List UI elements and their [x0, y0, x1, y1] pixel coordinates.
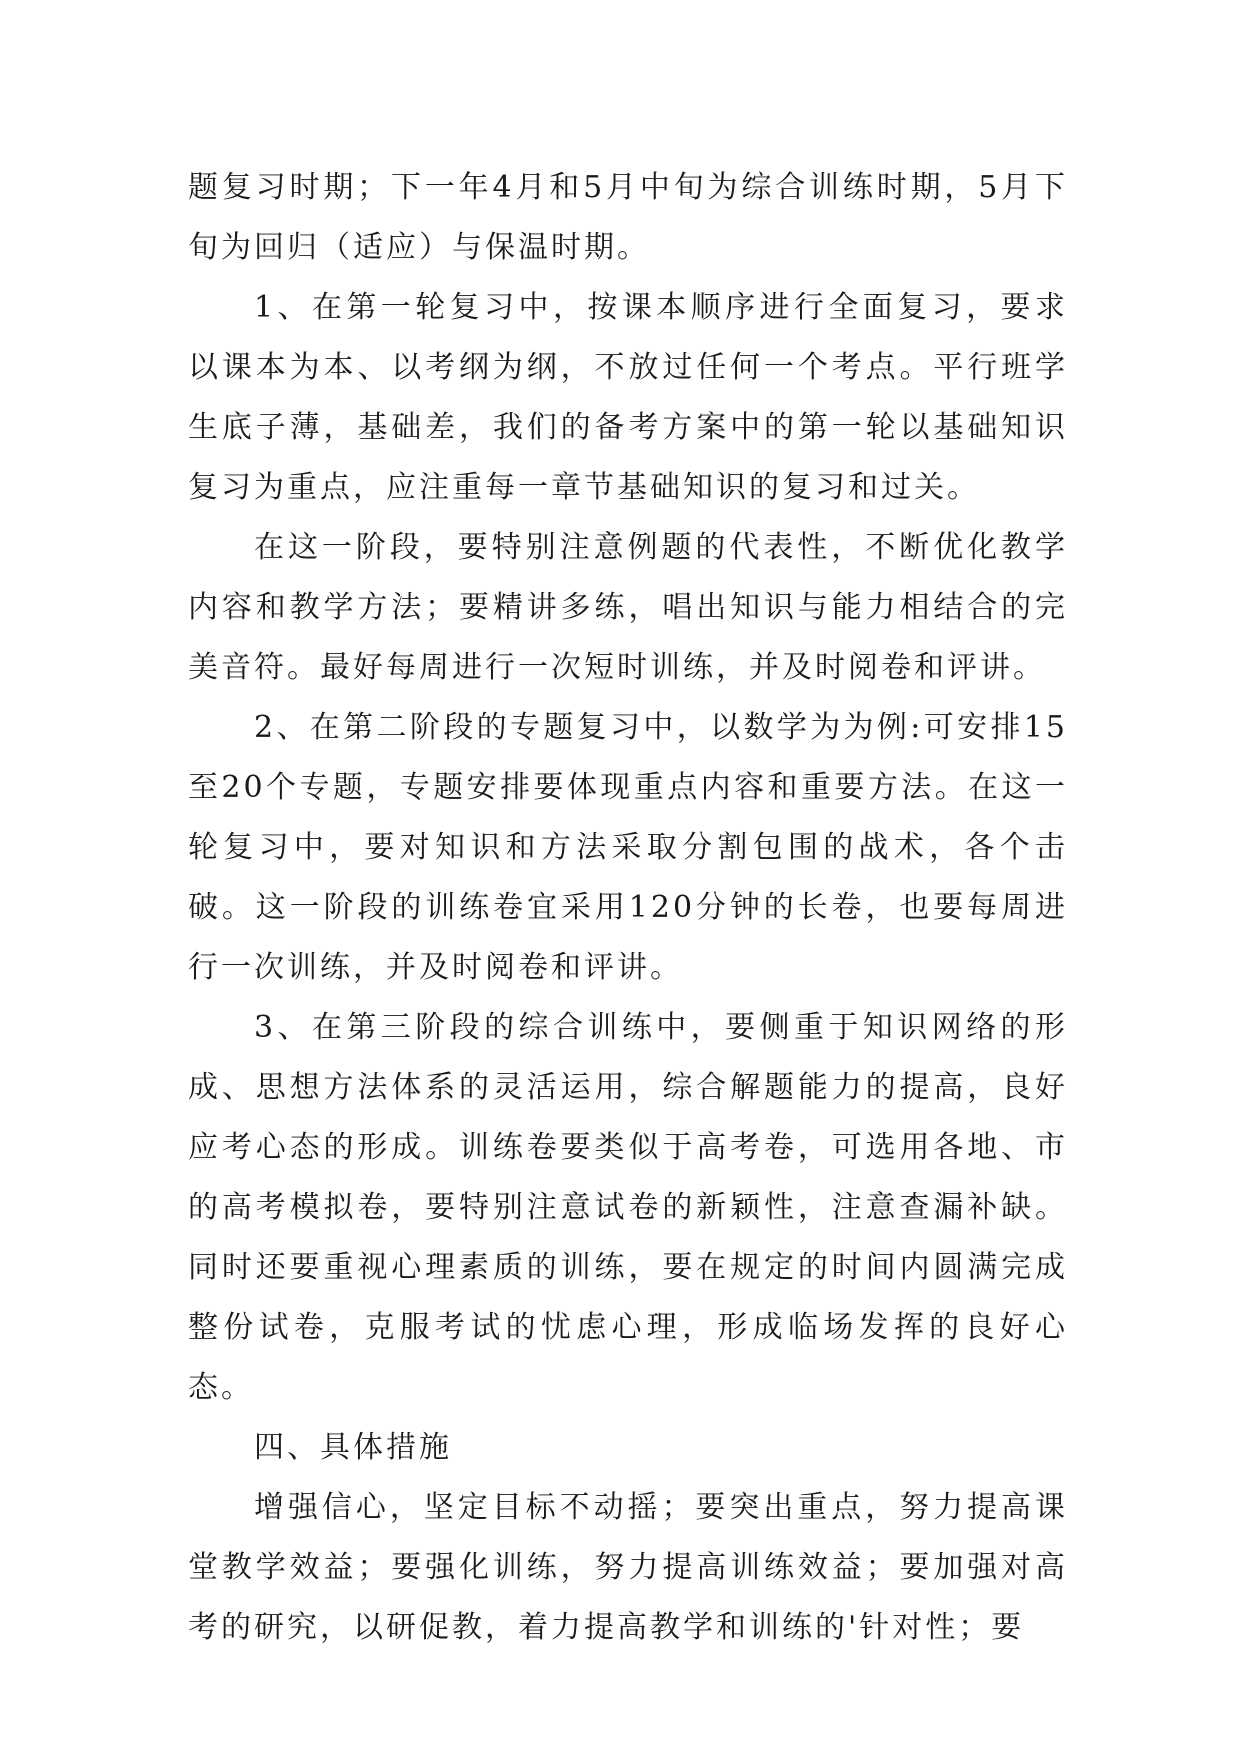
paragraph-third-stage-training: 3、在第三阶段的综合训练中，要侧重于知识网络的形成、思想方法体系的灵活运用，综合解题能力的提高，良好应考心态的形成。训练卷要类似于高考卷，可选用各地、市的高考模拟卷，要特别注意试卷的新颖性，注意查漏补缺。同时还要重视心理素质的训练，要在规定的时间内圆满完成整份试卷，克服考试的忧虑心理，形成临场发挥的良好心态。 — [188, 1010, 1068, 1405]
paragraph-continued-schedule: 题复习时期；下一年4月和5月中旬为综合训练时期，5月下旬为回归（适应）与保温时期。 — [188, 170, 1068, 265]
document-body — [188, 158, 1068, 1658]
paragraph-second-stage-topics: 2、在第二阶段的专题复习中，以数学为为例:可安排15至20个专题，专题安排要体现重点内容和重要方法。在这一轮复习中，要对知识和方法采取分割包围的战术，各个击破。这一阶段的训练卷宜采用120分钟的长卷，也要每周进行一次训练，并及时阅卷和评讲。 — [188, 710, 1068, 985]
section-heading-measures: 四、具体措施 — [254, 1430, 452, 1465]
paragraph-measures: 增强信心，坚定目标不动摇；要突出重点，努力提高课堂教学效益；要强化训练，努力提高训练效益；要加强对高考的研究，以研促教，着力提高教学和训练的'针对性；要 — [188, 1490, 1068, 1645]
paragraph-stage-one-notes: 在这一阶段，要特别注意例题的代表性，不断优化教学内容和教学方法；要精讲多练，唱出知识与能力相结合的完美音符。最好每周进行一次短时训练，并及时阅卷和评讲。 — [188, 530, 1068, 685]
paragraph-first-round-review: 1、在第一轮复习中，按课本顺序进行全面复习，要求以课本为本、以考纲为纲，不放过任何一个考点。平行班学生底子薄，基础差，我们的备考方案中的第一轮以基础知识复习为重点，应注重每一章节基础知识的复习和过关。 — [188, 290, 1068, 505]
